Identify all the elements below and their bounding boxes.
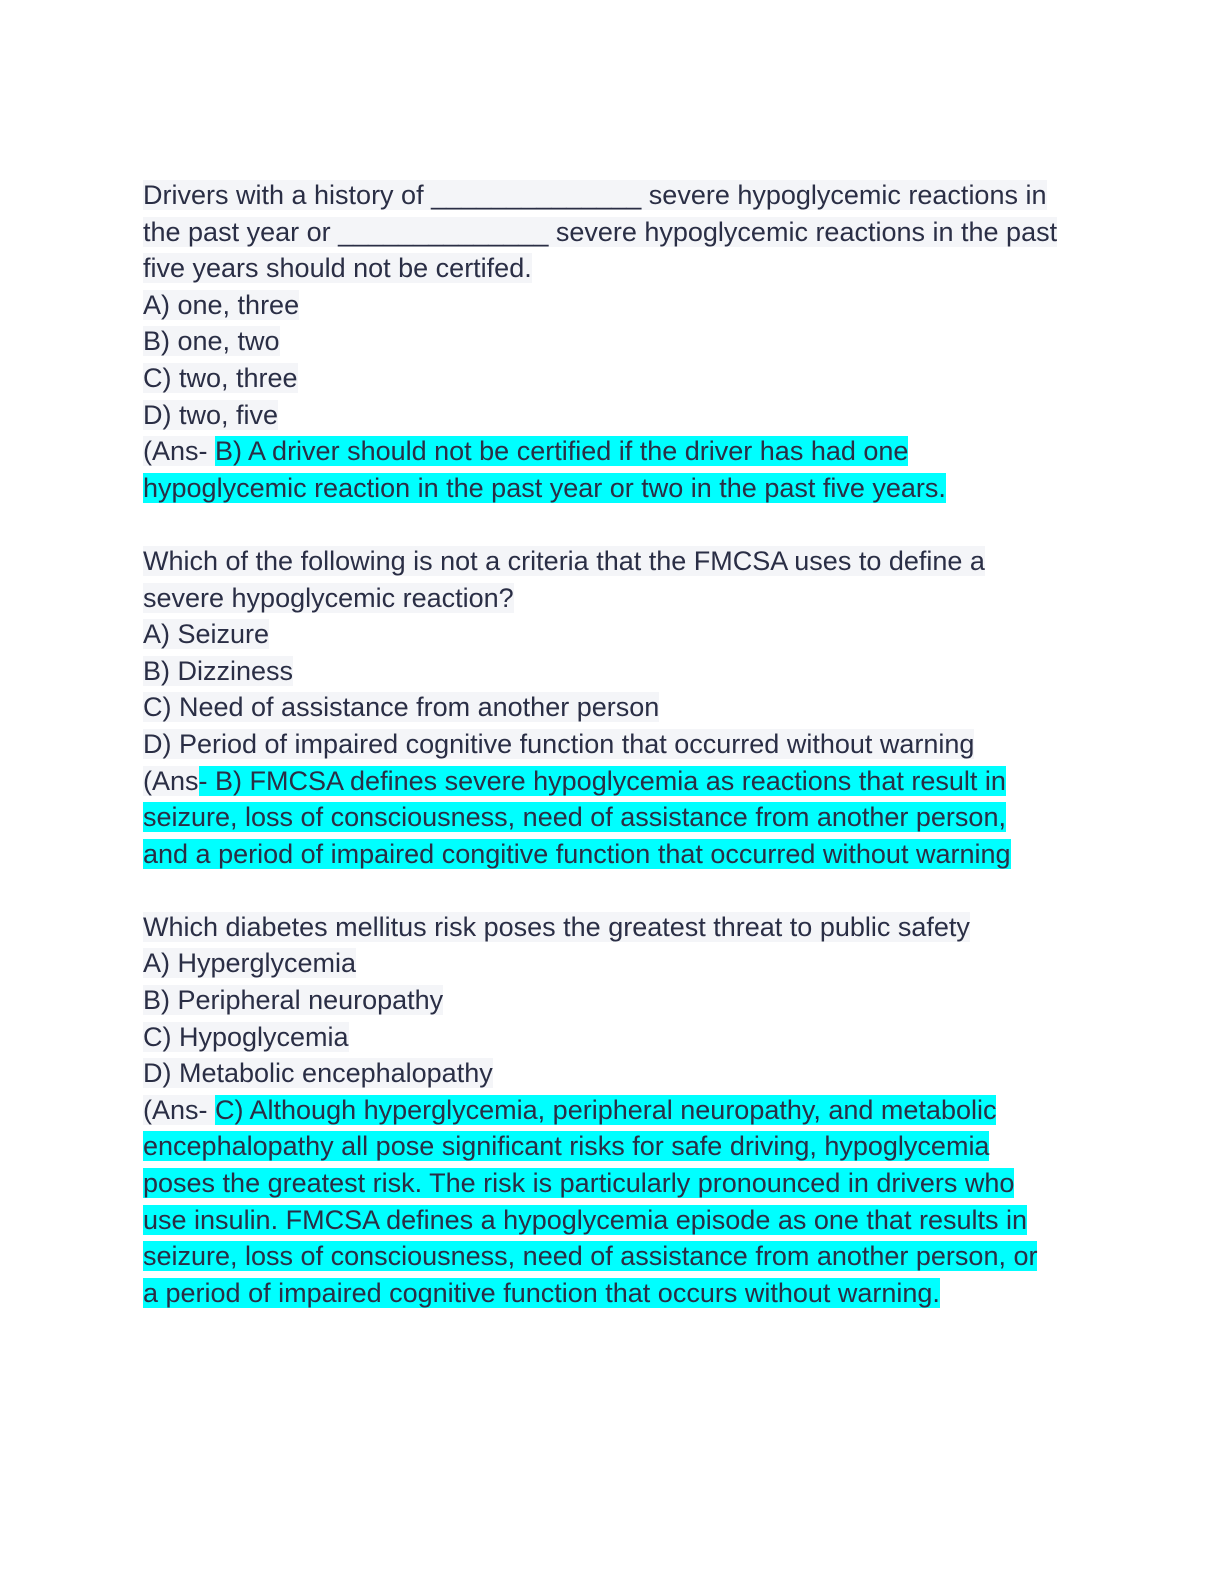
question-line: severe hypoglycemic reaction? xyxy=(143,582,514,613)
option-c: C) two, three xyxy=(143,362,298,393)
answer-line xyxy=(143,1128,1083,1165)
answer-highlight: - B) FMCSA defines severe hypoglycemia as reactions that result in xyxy=(198,765,1006,796)
answer-highlight: hypoglycemic reaction in the past year or two in the past five years. xyxy=(143,472,946,503)
answer-highlight: seizure, loss of consciousness, need of assistance from another person, xyxy=(143,802,1006,833)
option-c: C) Hypoglycemia xyxy=(143,1021,349,1052)
option-b: B) one, two xyxy=(143,326,280,357)
answer-line xyxy=(143,1238,1083,1275)
answer-line xyxy=(143,1092,1083,1129)
answer-highlight: seizure, loss of consciousness, need of assistance from another person, or xyxy=(143,1241,1038,1272)
option-d: D) two, five xyxy=(143,399,279,430)
option-c: C) Need of assistance from another person xyxy=(143,692,660,723)
answer-line xyxy=(143,799,1083,836)
answer-highlight: encephalopathy all pose significant risks for safe driving, hypoglycemia xyxy=(143,1131,990,1162)
option-d: D) Metabolic encephalopathy xyxy=(143,1058,493,1089)
question-line: Which of the following is not a criteria that the FMCSA uses to define a xyxy=(143,545,985,576)
spacer xyxy=(143,872,1083,909)
option-a: A) Hyperglycemia xyxy=(143,948,357,979)
answer-highlight: poses the greatest risk. The risk is particularly pronounced in drivers who xyxy=(143,1168,1015,1199)
question-line: the past year or ______________ severe hypoglycemic reactions in the past xyxy=(143,216,1058,247)
answer-line xyxy=(143,1165,1083,1202)
option-b: B) Dizziness xyxy=(143,655,294,686)
answer-highlight: and a period of impaired congitive function that occurred without warning xyxy=(143,838,1011,869)
answer-prefix: (Ans xyxy=(143,765,199,796)
answer-line xyxy=(143,763,1083,800)
option-b: B) Peripheral neuropathy xyxy=(143,985,444,1016)
question-block-2 xyxy=(143,543,1083,872)
answer-line xyxy=(143,433,1083,470)
document-page xyxy=(143,177,1083,1311)
answer-line xyxy=(143,1275,1083,1312)
answer-line xyxy=(143,836,1083,873)
option-a: A) one, three xyxy=(143,289,300,320)
answer-highlight: use insulin. FMCSA defines a hypoglycemia episode as one that results in xyxy=(143,1204,1027,1235)
answer-prefix: (Ans- xyxy=(143,436,216,467)
option-a: A) Seizure xyxy=(143,619,270,650)
answer-highlight: C) Although hyperglycemia, peripheral neuropathy, and metabolic xyxy=(215,1094,997,1125)
option-d: D) Period of impaired cognitive function that occurred without warning xyxy=(143,728,975,759)
spacer xyxy=(143,506,1083,543)
answer-prefix: (Ans- xyxy=(143,1094,216,1125)
question-line: Drivers with a history of ______________ severe hypoglycemic reactions in xyxy=(143,180,1047,210)
answer-highlight: B) A driver should not be certified if the driver has had one xyxy=(215,436,909,467)
question-line: Which diabetes mellitus risk poses the greatest threat to public safety xyxy=(143,911,970,942)
answer-highlight: a period of impaired cognitive function that occurs without warning. xyxy=(143,1277,940,1308)
question-block-1 xyxy=(143,177,1083,506)
question-block-3 xyxy=(143,909,1083,1312)
question-line: five years should not be certifed. xyxy=(143,253,532,284)
answer-line xyxy=(143,470,1083,507)
answer-line xyxy=(143,1202,1083,1239)
